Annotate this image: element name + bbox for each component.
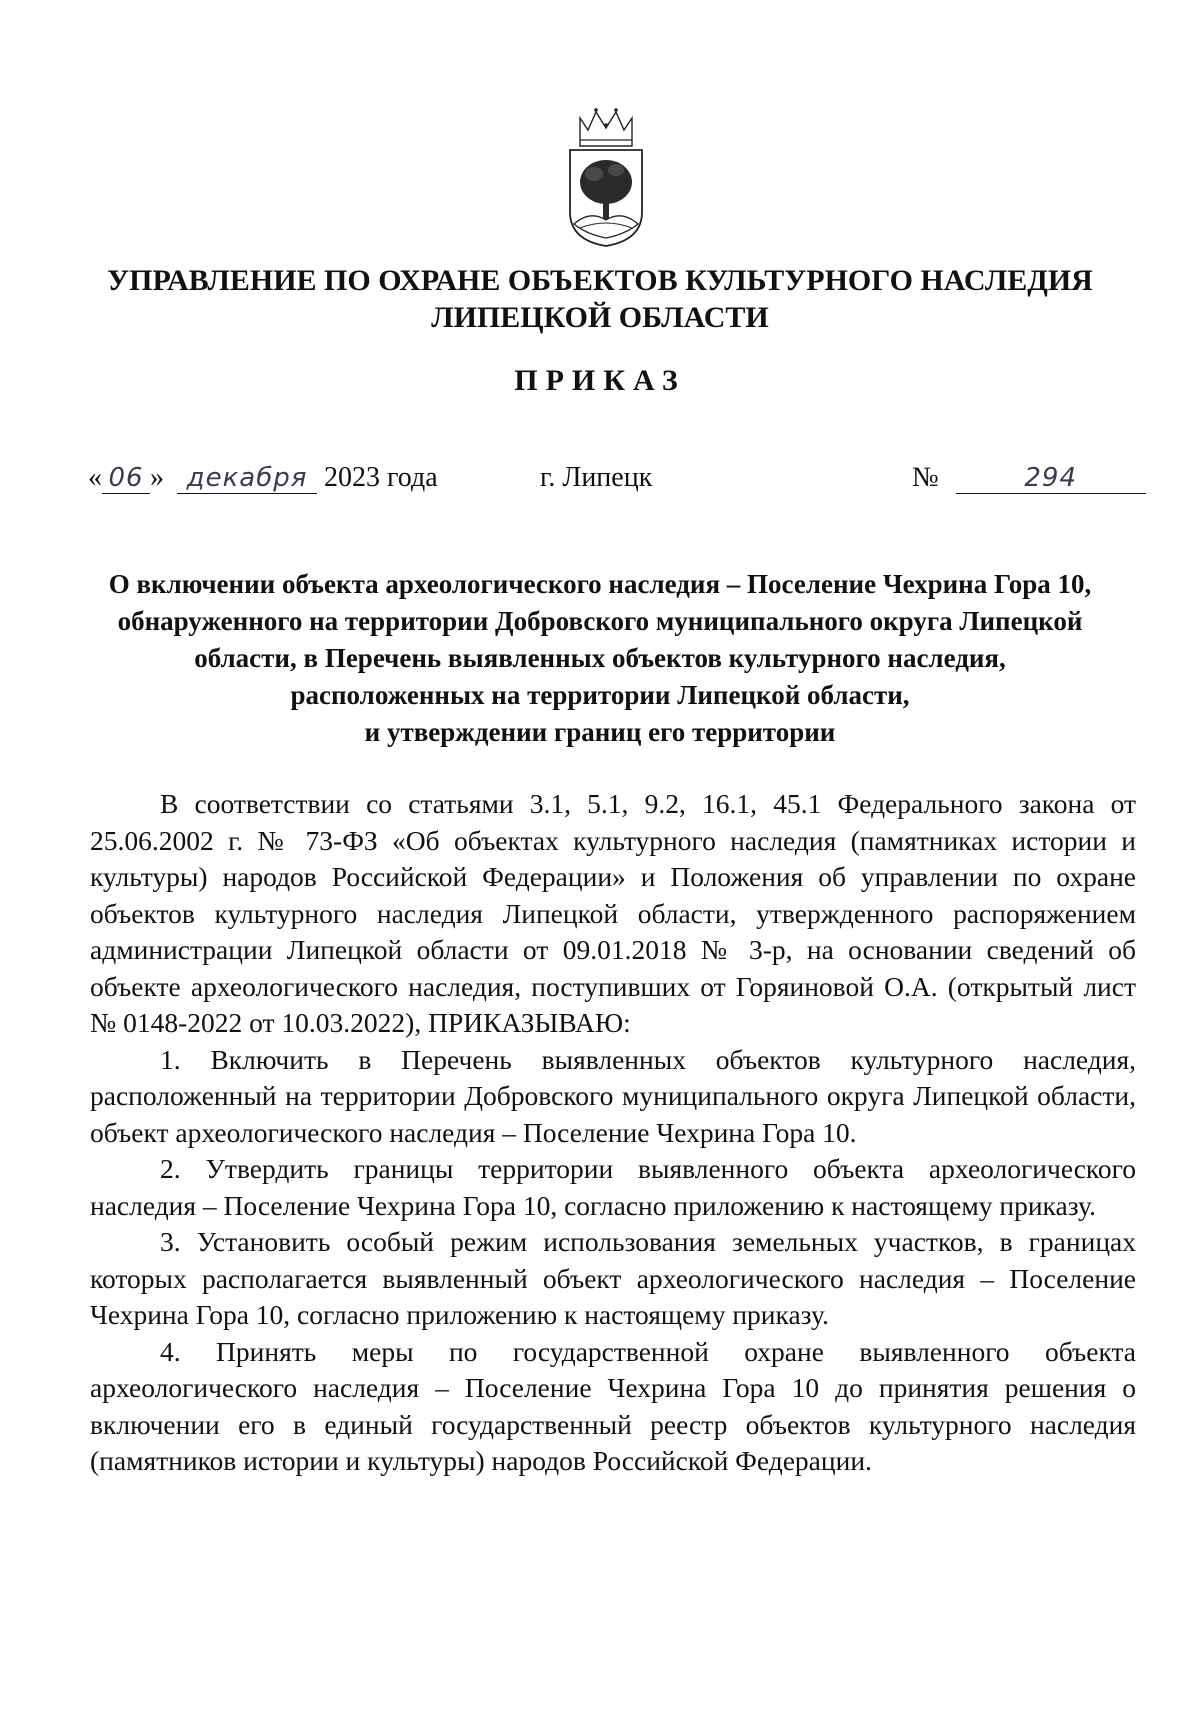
order-item-4: 4. Принять меры по государственной охране выявленного объекта археологического наследия – Поселение Чехрина Гора 10 до принятия решения о включении его в единый государственный реестр объектов культурного наследия (памятников истории и культуры) народов Российской Федерации. [90, 1335, 1136, 1476]
number-value: 294 [956, 463, 1146, 494]
document-city: г. Липецк [540, 462, 653, 493]
document-body [90, 786, 1136, 1480]
organization-name-line2: ЛИПЕЦКОЙ ОБЛАСТИ [431, 301, 769, 334]
coat-of-arms-icon [566, 100, 646, 250]
document-number [912, 462, 1146, 494]
date-quote-close: » [150, 462, 164, 493]
document-subject [80, 566, 1120, 751]
date-year: 2023 года [324, 462, 438, 493]
subject-line: обнаруженного на территории Добровского муниципального округа Липецкой [117, 606, 1083, 636]
document-date [88, 462, 438, 494]
date-day: 06 [102, 463, 150, 494]
date-quote-open: « [88, 462, 102, 493]
order-item-3: 3. Установить особый режим использования земельных участков, в границах которых располагается выявленный объект археологического наследия – Поселение Чехрина Гора 10, согласно приложению к настоящему приказу. [90, 1226, 1136, 1330]
document-type: ПРИКАЗ [514, 364, 686, 397]
organization-name [60, 262, 1140, 336]
number-label: № [912, 462, 939, 493]
preamble-paragraph: В соответствии со статьями 3.1, 5.1, 9.2, 16.1, 45.1 Федерального закона от 25.06.2002 г. № 73-ФЗ «Об объектах культурного наследия (памятниках истории и культуры) народов Российской Федерации» и Положения об управлении по охране объектов культурного наследия Липецкой области, утвержденного распоряжением администрации Липецкой области от 09.01.2018 № 3-р, на основании сведений об объекте археологического наследия, поступивших от Горяиновой О.А. (открытый лист № 0148-2022 от 10.03.2022), ПРИКАЗЫВАЮ: [90, 788, 1136, 1038]
date-month: декабря [177, 463, 317, 494]
organization-name-line1: УПРАВЛЕНИЕ ПО ОХРАНЕ ОБЪЕКТОВ КУЛЬТУРНОГО НАСЛЕДИЯ [107, 264, 1093, 297]
subject-line: О включении объекта археологического наследия – Поселение Чехрина Гора 10, [108, 569, 1092, 599]
order-item-1: 1. Включить в Перечень выявленных объектов культурного наследия, расположенный на территории Добровского муниципального округа Липецкой области, объект археологического наследия – Поселение Чехрина Гора 10. [90, 1043, 1136, 1148]
subject-line: области, в Перечень выявленных объектов культурного наследия, [194, 643, 1006, 673]
subject-line: расположенных на территории Липецкой области, [290, 680, 910, 710]
order-item-2: 2. Утвердить границы территории выявленного объекта археологического наследия – Поселение Чехрина Гора 10, согласно приложению к настоящему приказу. [90, 1153, 1136, 1221]
subject-line: и утверждении границ его территории [364, 717, 836, 747]
